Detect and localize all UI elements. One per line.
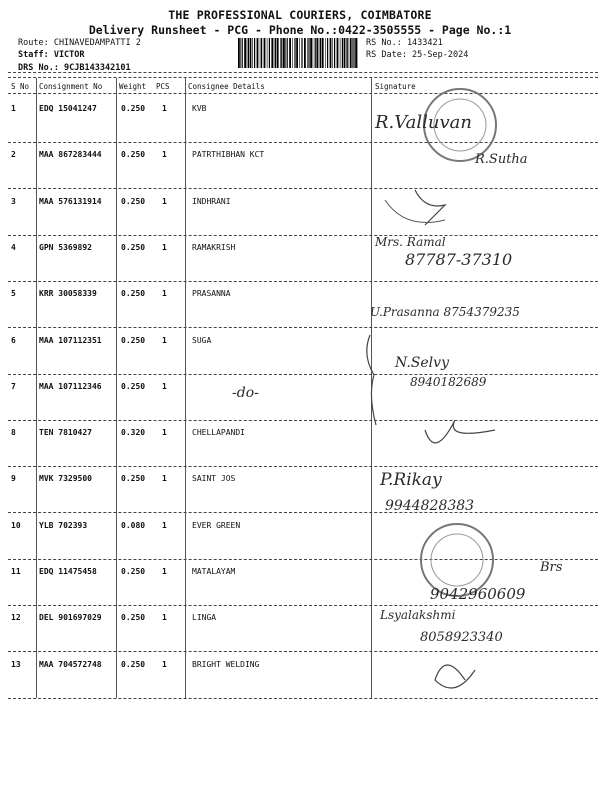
- ditto-mark: -do-: [232, 385, 259, 401]
- row-pcs: 1: [162, 336, 167, 345]
- barcode-bar: [308, 38, 309, 68]
- barcode-bar: [250, 38, 252, 68]
- row-sno: 7: [11, 382, 16, 391]
- row-weight: 0.320: [121, 428, 146, 437]
- bracket-6-7: [367, 335, 376, 425]
- row-weight: 0.250: [121, 150, 146, 159]
- row-sno: 3: [11, 197, 16, 206]
- row-weight: 0.250: [121, 289, 146, 298]
- row-sno: 6: [11, 336, 16, 345]
- rule-top-2: [8, 77, 598, 78]
- barcode-bar: [271, 38, 273, 68]
- barcode-bar: [289, 38, 291, 68]
- signature-9b: 9944828383: [385, 498, 475, 514]
- row-pcs: 1: [162, 521, 167, 530]
- row-pcs: 1: [162, 613, 167, 622]
- barcode-bar: [327, 38, 328, 68]
- barcode-bar: [350, 38, 352, 68]
- row-consignee: INDHRANI: [192, 197, 231, 206]
- barcode-bar: [260, 38, 261, 68]
- signature-5: U.Prasanna 8754379235: [370, 305, 520, 319]
- row-pcs: 1: [162, 243, 167, 252]
- row-consignment-no: TEN 7810427: [39, 428, 92, 437]
- col-header-consignment: Consignment No: [39, 82, 103, 91]
- signature-11b: 9042960609: [430, 585, 526, 603]
- scribble-3b: [385, 200, 445, 223]
- col-header-signature: Signature: [375, 82, 416, 91]
- scribble-13: [435, 665, 475, 688]
- row-consignee: RAMAKRISH: [192, 243, 236, 252]
- barcode-bar: [307, 38, 308, 68]
- stamp-evergreen-inner: [431, 534, 483, 586]
- barcode-bar: [238, 38, 240, 68]
- barcode-bar: [267, 38, 268, 68]
- scribble-8: [425, 420, 495, 443]
- runsheet-subtitle: Delivery Runsheet - PCG - Phone No.:0422-3505555 - Page No.:1: [88, 23, 512, 37]
- row-pcs: 1: [162, 104, 167, 113]
- row-weight: 0.250: [121, 474, 146, 483]
- col-header-sno: S No: [11, 82, 30, 91]
- row-sno: 11: [11, 567, 21, 576]
- barcode-bar: [299, 38, 300, 68]
- barcode-bar: [252, 38, 253, 68]
- row-consignment-no: EDQ 11475458: [39, 567, 97, 576]
- row-sno: 4: [11, 243, 16, 252]
- row-consignment-no: KRR 30058339: [39, 289, 97, 298]
- route-label: Route: CHINAVEDAMPATTI 2: [18, 38, 141, 48]
- signature-6b: 8940182689: [410, 375, 487, 389]
- row-consignment-no: MAA 704572748: [39, 660, 102, 669]
- barcode-bar: [280, 38, 281, 68]
- row-consignee: KVB: [192, 104, 207, 113]
- signature-2: R.Sutha: [475, 152, 528, 167]
- barcode-bar: [244, 38, 246, 68]
- row-consignment-no: MAA 107112351: [39, 336, 102, 345]
- barcode-bar: [355, 38, 357, 68]
- row-sno: 13: [11, 660, 21, 669]
- row-pcs: 1: [162, 197, 167, 206]
- barcode-bar: [322, 38, 324, 68]
- barcode-bar: [337, 38, 339, 68]
- row-consignee: CHELLAPANDI: [192, 428, 245, 437]
- row-consignee: PRASANNA: [192, 289, 231, 298]
- signature-4a: Mrs. Ramal: [375, 235, 446, 249]
- stamps-svg: [365, 80, 600, 700]
- col-header-weight: Weight: [119, 82, 147, 91]
- row-consignee: SUGA: [192, 336, 212, 345]
- barcode-bar: [248, 38, 249, 68]
- barcode-bar: [242, 38, 243, 68]
- barcode-bar: [344, 38, 346, 68]
- row-sno: 10: [11, 521, 21, 530]
- barcode-bar: [315, 38, 316, 68]
- barcode-bar: [332, 38, 333, 68]
- row-sno: 5: [11, 289, 16, 298]
- barcode-bar: [254, 38, 255, 68]
- signature-11a: Brs: [540, 560, 563, 575]
- row-consignment-no: MAA 867283444: [39, 150, 102, 159]
- row-pcs: 1: [162, 428, 167, 437]
- barcode-bar: [277, 38, 279, 68]
- col-header-consignee: Consignee Details: [188, 82, 265, 91]
- row-sno: 9: [11, 474, 16, 483]
- drs-number: DRS No.: 9CJB143342101: [18, 63, 131, 73]
- signature-4b: 87787-37310: [405, 250, 513, 269]
- barcode-bar: [330, 38, 332, 68]
- row-consignment-no: YLB 702393: [39, 521, 88, 530]
- barcode-bar: [301, 38, 302, 68]
- row-consignee: BRIGHT WELDING: [192, 660, 260, 669]
- barcode-bar: [319, 38, 320, 68]
- barcode-bar: [292, 38, 293, 68]
- barcode-bar: [316, 38, 318, 68]
- signature-6a: N.Selvy: [395, 355, 449, 371]
- row-pcs: 1: [162, 289, 167, 298]
- rs-date: RS Date: 25-Sep-2024: [366, 50, 469, 60]
- barcode-bar: [274, 38, 275, 68]
- barcode-bar: [285, 38, 286, 68]
- row-consignment-no: MAA 576131914: [39, 197, 102, 206]
- row-consignee: SAINT JOS: [192, 474, 236, 483]
- row-pcs: 1: [162, 382, 167, 391]
- barcode-bar: [313, 38, 314, 68]
- barcode-bar: [296, 38, 298, 68]
- barcode-bar: [283, 38, 285, 68]
- row-weight: 0.250: [121, 243, 146, 252]
- row-consignee: EVER GREEN: [192, 521, 241, 530]
- rs-number: RS No.: 1433421: [366, 38, 443, 48]
- barcode-bar: [247, 38, 248, 68]
- barcode-bar: [264, 38, 266, 68]
- col-header-pcs: PCS: [156, 82, 170, 91]
- row-consignee: PATRTHIBHAN KCT: [192, 150, 265, 159]
- row-weight: 0.250: [121, 104, 146, 113]
- barcode: [238, 38, 358, 68]
- barcode-bar: [261, 38, 262, 68]
- row-weight: 0.250: [121, 660, 146, 669]
- signature-area: [365, 80, 600, 700]
- barcode-bar: [257, 38, 259, 68]
- row-weight: 0.250: [121, 613, 146, 622]
- barcode-bar: [342, 38, 343, 68]
- barcode-bar: [281, 38, 282, 68]
- row-sno: 12: [11, 613, 21, 622]
- row-consignment-no: EDQ 15041247: [39, 104, 97, 113]
- barcode-bar: [340, 38, 341, 68]
- row-pcs: 1: [162, 567, 167, 576]
- row-consignee: MATALAYAM: [192, 567, 236, 576]
- company-title: THE PROFESSIONAL COURIERS, COIMBATORE: [168, 8, 432, 22]
- row-weight: 0.250: [121, 567, 146, 576]
- barcode-bar: [269, 38, 270, 68]
- row-weight: 0.250: [121, 336, 146, 345]
- row-weight: 0.250: [121, 382, 146, 391]
- staff-label: Staff: VICTOR: [18, 50, 85, 60]
- barcode-bar: [352, 38, 353, 68]
- barcode-bar: [287, 38, 288, 68]
- signature-9a: P.Rikay: [380, 470, 442, 490]
- barcode-bar: [320, 38, 321, 68]
- signature-1: R.Valluvan: [375, 112, 472, 133]
- barcode-bar: [346, 38, 347, 68]
- row-weight: 0.250: [121, 197, 146, 206]
- rule-top: [8, 72, 598, 73]
- row-pcs: 1: [162, 660, 167, 669]
- row-sno: 2: [11, 150, 16, 159]
- barcode-bar: [304, 38, 306, 68]
- row-consignment-no: MAA 107112346: [39, 382, 102, 391]
- row-sno: 8: [11, 428, 16, 437]
- barcode-bar: [347, 38, 348, 68]
- signature-12b: 8058923340: [420, 630, 503, 645]
- barcode-bar: [240, 38, 241, 68]
- row-sno: 1: [11, 104, 16, 113]
- row-consignee: LINGA: [192, 613, 217, 622]
- barcode-bar: [294, 38, 295, 68]
- row-weight: 0.080: [121, 521, 146, 530]
- barcode-bar: [325, 38, 326, 68]
- row-consignment-no: DEL 901697029: [39, 613, 102, 622]
- signature-12a: Lsyalakshmi: [380, 608, 456, 622]
- row-consignment-no: GPN 5369892: [39, 243, 92, 252]
- scribble-3: [415, 190, 445, 225]
- row-pcs: 1: [162, 474, 167, 483]
- barcode-bar: [334, 38, 335, 68]
- barcode-bar: [275, 38, 276, 68]
- row-consignment-no: MVK 7329500: [39, 474, 92, 483]
- row-pcs: 1: [162, 150, 167, 159]
- barcode-bar: [310, 38, 312, 68]
- barcode-bar: [353, 38, 354, 68]
